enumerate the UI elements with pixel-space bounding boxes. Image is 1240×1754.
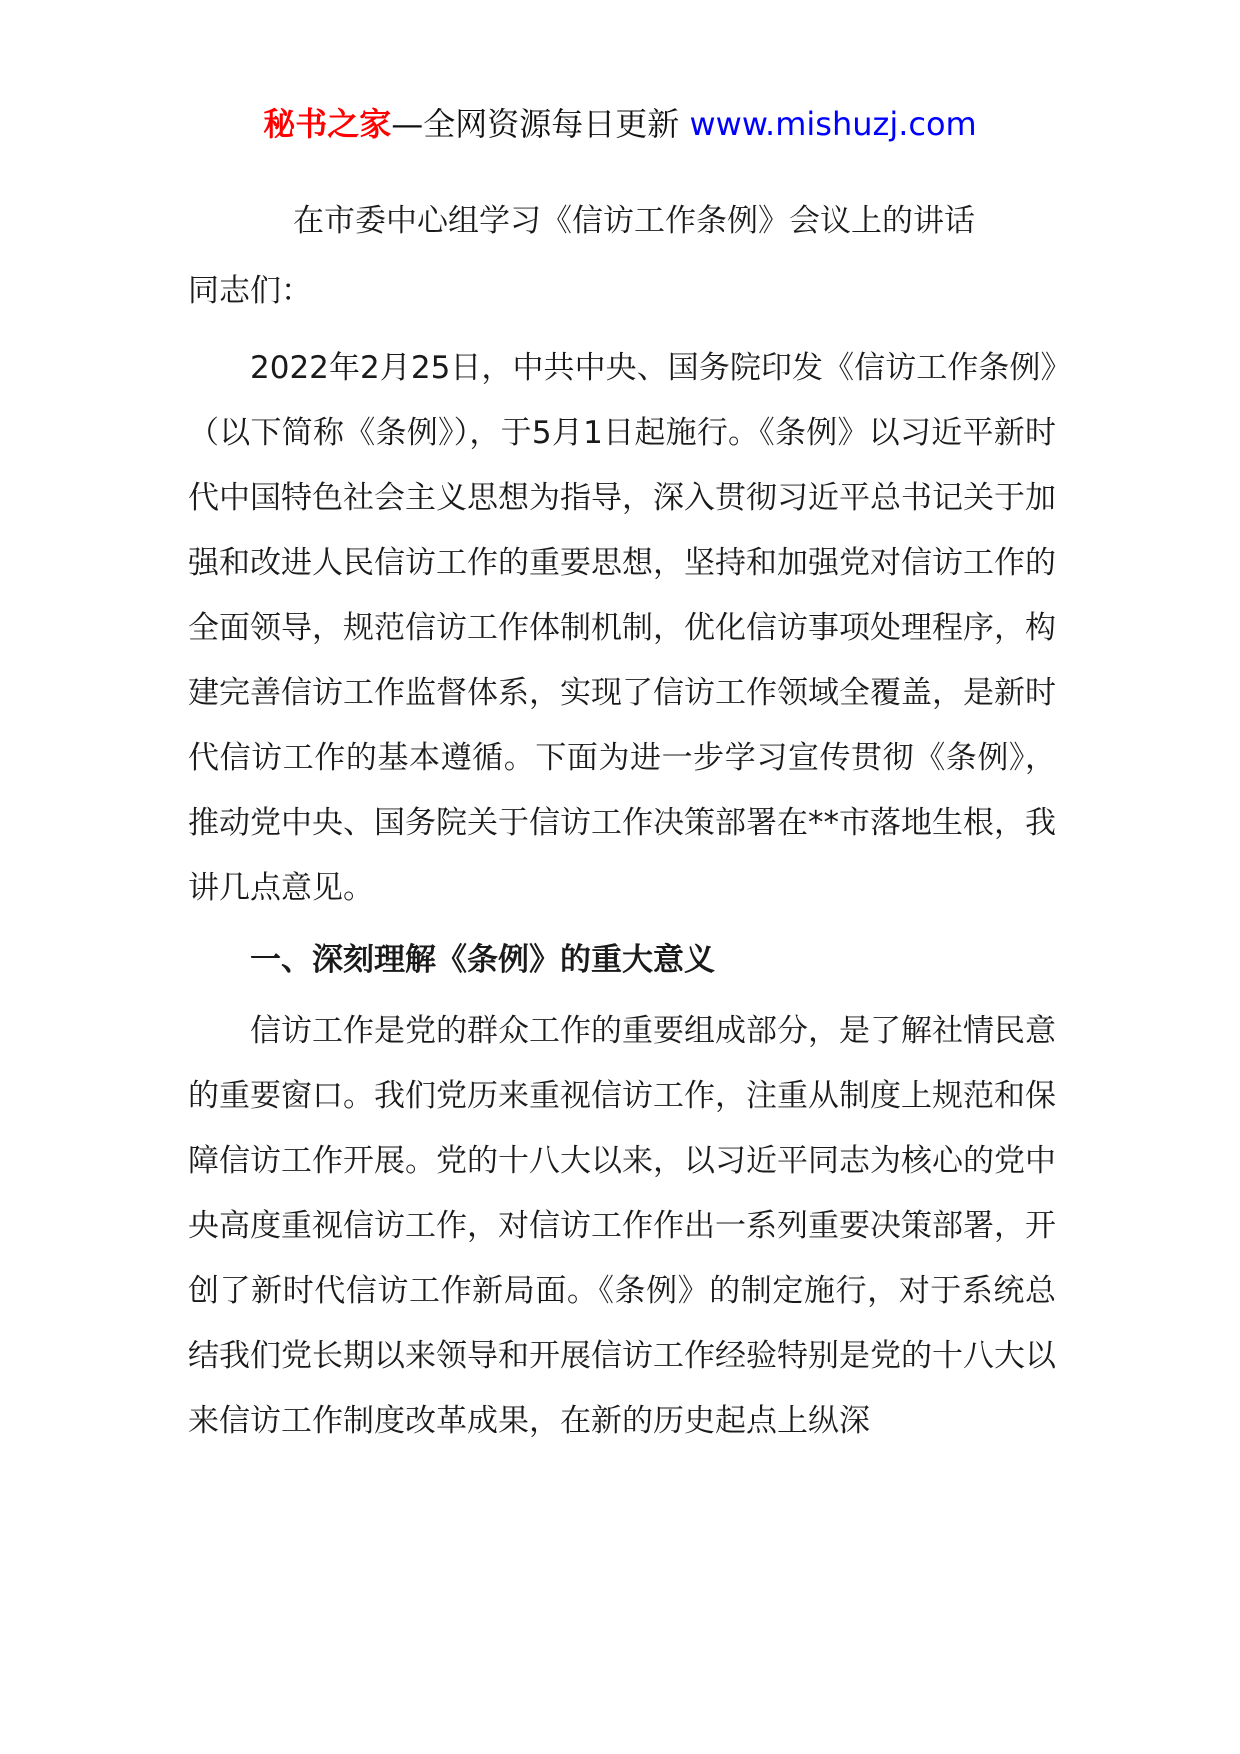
section-heading-1: 一、深刻理解《条例》的重大意义 <box>250 942 715 978</box>
site-url-link[interactable]: www.mishuzj.com <box>689 105 977 143</box>
document-body <box>188 196 1056 1454</box>
header-tagline: —全网资源每日更新 <box>391 105 690 143</box>
paragraph-section-1: 信访工作是党的群众工作的重要组成部分，是了解社情民意的重要窗口。我们党历来重视信访工作，注重从制度上规范和保障信访工作开展。党的十八大以来，以习近平同志为核心的党中央高度重视信访工作，对信访工作作出一系列重要决策部署，开创了新时代信访工作新局面。《条例》的制定施行，对于系统总结我们党长期以来领导和开展信访工作经验特别是党的十八大以来信访工作制度改革成果，在新的历史起点上纵深 <box>188 1013 1056 1439</box>
page-header <box>0 100 1240 148</box>
document-title: 在市委中心组学习《信访工作条例》会议上的讲话 <box>293 203 975 239</box>
salutation: 同志们： <box>188 273 312 309</box>
brand-name: 秘书之家 <box>263 105 392 143</box>
paragraph-intro: 2022年2月25日，中共中央、国务院印发《信访工作条例》（以下简称《条例》），于5月1日起施行。《条例》以习近平新时代中国特色社会主义思想为指导，深入贯彻习近平总书记关于加强和改进人民信访工作的重要思想，坚持和加强党对信访工作的全面领导，规范信访工作体制机制，优化信访事项处理程序，构建完善信访工作监督体系，实现了信访工作领域全覆盖，是新时代信访工作的基本遵循。下面为进一步学习宣传贯彻《条例》，推动党中央、国务院关于信访工作决策部署在**市落地生根，我讲几点意见。 <box>188 350 1056 906</box>
